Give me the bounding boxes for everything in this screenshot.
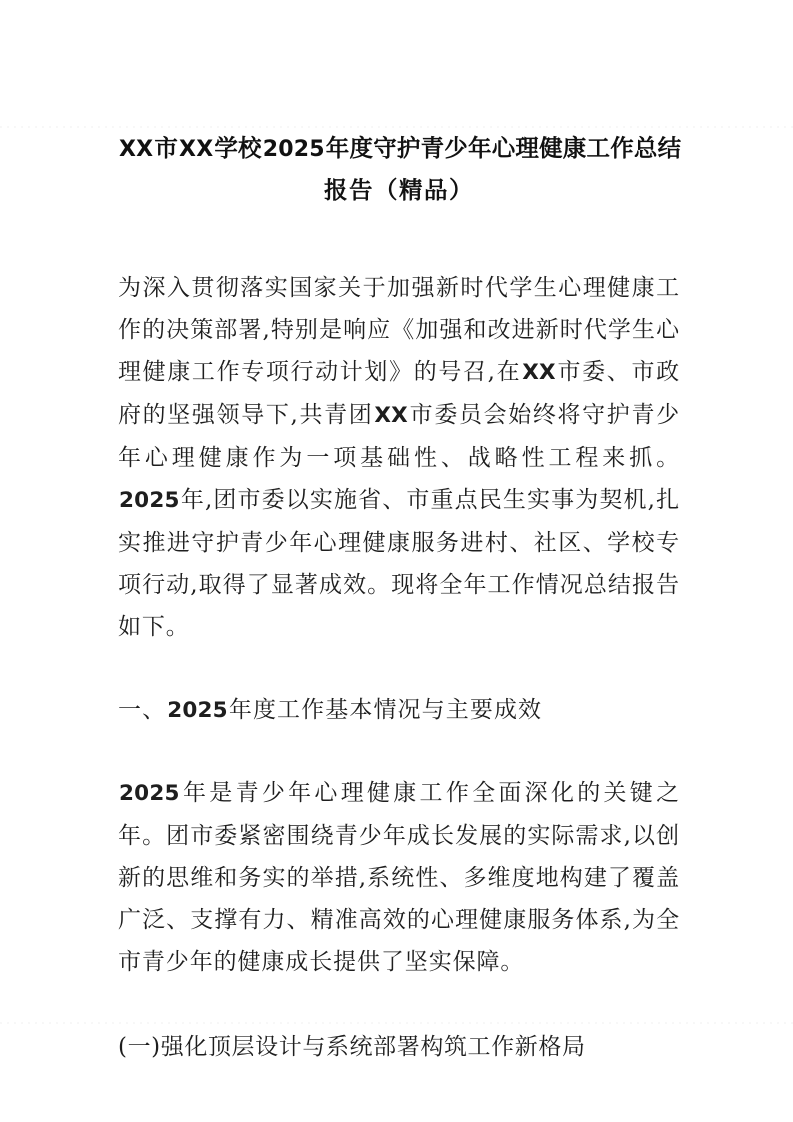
paragraph-intro: 为深入贯彻落实国家关于加强新时代学生心理健康工作的决策部署,特别是响应《加强和改进新时代学生心理健康工作专项行动计划》的号召,在XX市委、市政府的坚强领导下,共青团XX市委员会始终将守护青少年心理健康作为一项基础性、战略性工程来抓。2025年,团市委以实施省、市重点民生实事为契机,扎实推进守护青少年心理健康服务进村、社区、学校专项行动,取得了显著成效。现将全年工作情况总结报告如下。 [118, 275, 680, 640]
latin-run: 2025 [119, 488, 180, 513]
latin-run: 2025 [167, 698, 228, 723]
latin-run: XX [374, 403, 408, 428]
paragraph-section-one-overview: 2025年是青少年心理健康工作全面深化的关键之年。团市委紧密围绕青少年成长发展的实际需求,以创新的思维和务实的举措,系统性、多维度地构建了覆盖广泛、支撑有力、精准高效的心理健康服务体系,为全市青少年的健康成长提供了坚实保障。 [118, 780, 680, 975]
latin-run: 2025 [262, 137, 325, 162]
latin-run: XX [119, 137, 154, 162]
document-content-column [118, 0, 680, 1091]
latin-run: XX [179, 137, 214, 162]
page-title [118, 0, 680, 210]
latin-run: XX [522, 360, 556, 385]
subsection-heading-one-a: (一)强化顶层设计与系统部署构筑工作新格局 [118, 1034, 586, 1060]
page-title-line-1: XX市XX学校2025年度守护青少年心理健康工作总结 [119, 134, 682, 162]
section-heading-one: 一、2025年度工作基本情况与主要成效 [118, 697, 543, 723]
latin-run: 2025 [119, 781, 180, 806]
page-title-line-2: 报告（精品） [324, 176, 474, 204]
